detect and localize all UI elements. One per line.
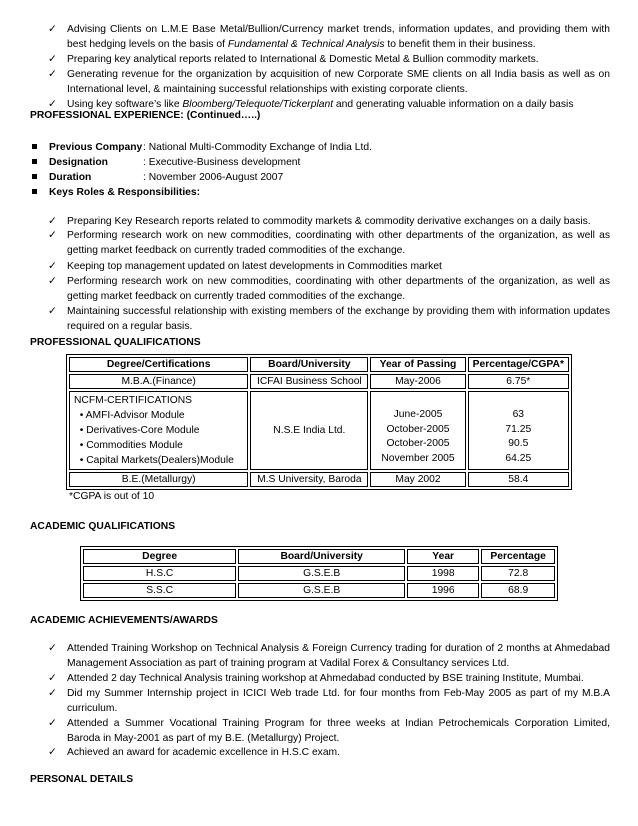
role-item: ✓ Performing research work on new commodities, coordinating with other departments of the organization, as well as getting market feedback on currently traded commodities of the exchange. <box>48 230 610 256</box>
achievement-item: ✓ Attended Training Workshop on Technical Analysis & Foreign Currency trading for duration of 2 months at Ahmedabad Management Association as part of training program at Vadilal Forex & Consultancy services Ltd. <box>48 643 610 669</box>
achievement-item: ✓ Did my Summer Internship project in ICICI Web trade Ltd. for four months from Feb-May 2005 as part of my M.B.A curriculum. <box>48 688 610 714</box>
achievement-item: ✓ Attended a Summer Vocational Training Program for three weeks at Indian Petrochemicals Corporation Limited, Baroda in May-2001 as part of my B.E. (Metallurgy) Project. <box>48 718 610 744</box>
check-icon: ✓ <box>48 688 57 699</box>
bullet-item <box>48 22 610 52</box>
bullet-tail: and generating valuable information on a daily basis <box>333 99 574 110</box>
bullet-tail: to benefit them in their business. <box>384 39 536 50</box>
square-bullet-icon <box>32 189 37 194</box>
square-bullet-icon <box>32 174 37 179</box>
ncfm-title: NCFM-CERTIFICATIONS <box>74 395 193 406</box>
bullet-text: Advising Clients on L.M.E Base Metal/Bullion/Currency market trends, information updates, and providing them with best hedging levels on the basis of <box>67 24 610 50</box>
company-info-row: Designation : Executive-Business development <box>32 155 300 170</box>
check-icon: ✓ <box>48 718 57 729</box>
professional-qualifications-table <box>66 354 572 490</box>
section-heading-professional-qualifications: PROFESSIONAL QUALIFICATIONS <box>30 337 201 348</box>
table-row: NCFM-CERTIFICATIONS • AMFI-Advisor Module • Derivatives-Core Module • Commodities Module • Capital Markets(Dealers)Module N.S.E India Ltd. June-2005 October-2005 October-2005 November 2005 63 71.25 90.5 64.25 <box>69 391 569 470</box>
academic-qualifications-table <box>80 546 558 601</box>
list-item: • Derivatives-Core Module <box>74 425 200 436</box>
role-item: ✓ Performing research work on new commodities, coordinating with other departments of the organization, as well as getting market feedback on currently traded commodities of the exchange. <box>48 276 610 302</box>
square-bullet-icon <box>32 144 37 149</box>
bullet-item <box>48 52 610 67</box>
list-item: • Capital Markets(Dealers)Module <box>74 455 234 466</box>
company-info-row: Duration : November 2006-August 2007 <box>32 170 283 185</box>
check-icon: ✓ <box>48 306 57 317</box>
check-icon: ✓ <box>48 230 57 241</box>
company-info-row: Previous Company: National Multi-Commodity Exchange of India Ltd. <box>32 140 372 155</box>
check-icon: ✓ <box>48 69 57 80</box>
check-icon: ✓ <box>48 261 57 272</box>
check-icon: ✓ <box>48 54 57 65</box>
role-item: ✓ Maintaining successful relationship with existing members of the exchange by providing them with information updates required on a regular basis. <box>48 306 610 332</box>
list-item: • AMFI-Advisor Module <box>74 410 185 421</box>
check-icon: ✓ <box>48 24 57 35</box>
section-heading-professional-experience: PROFESSIONAL EXPERIENCE: (Continued…..) <box>30 110 261 121</box>
bullet-italic: Fundamental & Technical Analysis <box>227 39 385 50</box>
bullet-text: Generating revenue for the organization by acquisition of new Corporate SME clients on all India basis as well as on International level, & maintaining successful relationships with existing corporate clients. <box>67 69 610 95</box>
check-icon: ✓ <box>48 673 57 684</box>
achievement-item: ✓ Achieved an award for academic excellence in H.S.C exam. <box>48 747 340 758</box>
table-row: H.S.C G.S.E.B 1998 72.8 <box>83 566 555 581</box>
section-heading-academic-qualifications: ACADEMIC QUALIFICATIONS <box>30 521 176 532</box>
square-bullet-icon <box>32 159 37 164</box>
check-icon: ✓ <box>48 643 57 654</box>
module-list <box>74 408 243 468</box>
section-heading-personal-details: PERSONAL DETAILS <box>30 774 134 785</box>
section-heading-achievements: ACADEMIC ACHIEVEMENTS/AWARDS <box>30 615 218 626</box>
table-row: S.S.C G.S.E.B 1996 68.9 <box>83 583 555 598</box>
check-icon: ✓ <box>48 99 57 110</box>
list-item: • Commodities Module <box>74 440 183 451</box>
bullet-text: Preparing key analytical reports related to International & Domestic Metal & Bullion commodity markets. <box>67 54 539 65</box>
check-icon: ✓ <box>48 216 57 227</box>
table-row: M.B.A.(Finance) ICFAI Business School May-2006 6.75* <box>69 374 569 389</box>
bullet-text: Using key software’s like <box>67 99 183 110</box>
achievement-item: ✓ Attended 2 day Technical Analysis training workshop at Ahmedabad conducted by BSE training Institute, Mumbai. <box>48 673 584 684</box>
bullet-italic: Bloomberg/Telequote/Tickerplant <box>182 99 334 110</box>
bullet-item <box>48 67 610 97</box>
role-item: ✓ Keeping top management updated on latest developments in Commodities market <box>48 261 442 272</box>
table-header-row: Degree Board/University Year Percentage <box>83 549 555 564</box>
company-info-row: Keys Roles & Responsibilities: <box>32 185 200 200</box>
check-icon: ✓ <box>48 276 57 287</box>
table-row: B.E.(Metallurgy) M.S University, Baroda May 2002 58.4 <box>69 472 569 487</box>
check-icon: ✓ <box>48 747 57 758</box>
table-header-row: Degree/Certifications Board/University Year of Passing Percentage/CGPA* <box>69 357 569 372</box>
cgpa-note: *CGPA is out of 10 <box>69 491 155 502</box>
role-item: ✓ Preparing Key Research reports related to commodity markets & commodity derivative exchanges on a daily basis. <box>48 216 591 227</box>
